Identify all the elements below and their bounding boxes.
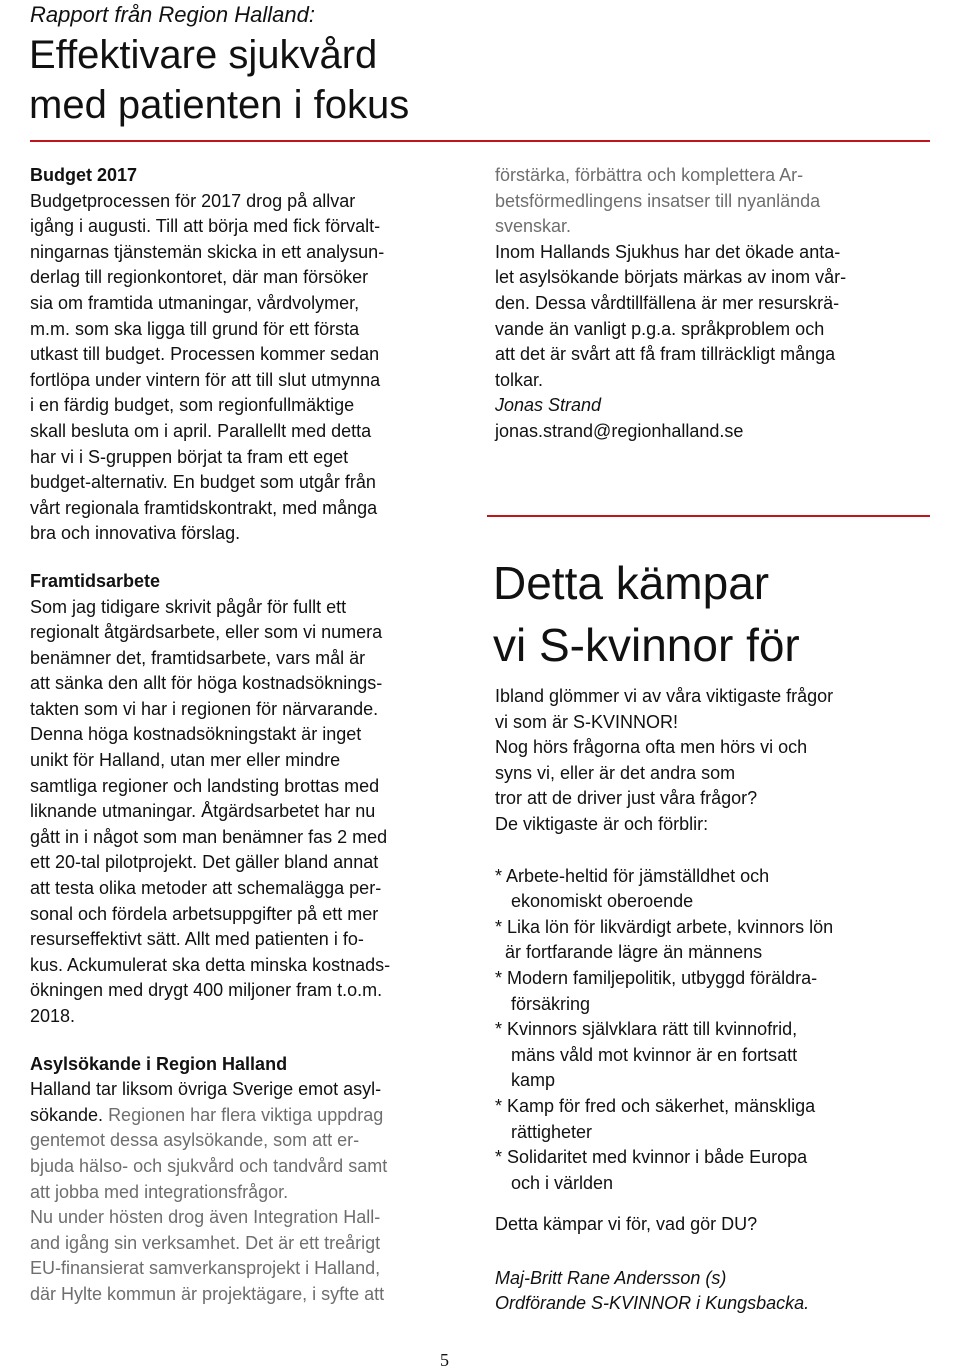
right-column-upper bbox=[495, 163, 915, 445]
text-line: bjuda hälso- och sjukvård och tandvård samt bbox=[30, 1155, 388, 1176]
bullet-text: * Kamp för fred och säkerhet, mänskliga bbox=[495, 1095, 816, 1116]
text-line: tror att de driver just våra frågor? bbox=[495, 788, 758, 809]
text-line: fortlöpa under vintern för att till slut utmynna bbox=[30, 369, 381, 390]
text-line: budget-alternativ. En budget som utgår från bbox=[30, 472, 376, 493]
text-line bbox=[30, 1103, 470, 1129]
bullet-text: * Modern familjepolitik, utbyggd föräldra- bbox=[495, 967, 818, 988]
list-item bbox=[495, 1094, 915, 1145]
text-line: ett 20-tal pilotprojekt. Det gäller bland annat bbox=[30, 852, 379, 873]
section-divider bbox=[487, 515, 930, 517]
bullet-continuation: är fortfarande lägre än männens bbox=[505, 942, 763, 963]
text-line: Halland tar liksom övriga Sverige emot asyl- bbox=[30, 1079, 382, 1100]
bullet-text: * Kvinnors självklara rätt till kvinnofrid, bbox=[495, 1019, 798, 1040]
bullet-continuation: rättigheter bbox=[511, 1121, 593, 1142]
budget-heading: Budget 2017 bbox=[30, 165, 138, 185]
page-headline bbox=[29, 30, 589, 130]
text-run: sökande. bbox=[30, 1104, 109, 1125]
budget-section bbox=[30, 163, 470, 547]
text-line: gentemot dessa asylsökande, som att er- bbox=[30, 1130, 360, 1151]
list-item bbox=[495, 915, 915, 966]
author-name: Jonas Strand bbox=[495, 395, 602, 416]
heading-line: vi S-kvinnor för bbox=[493, 619, 800, 671]
bullet-text: * Lika lön för likvärdigt arbete, kvinnors lön bbox=[495, 916, 834, 937]
priority-list bbox=[495, 864, 915, 1197]
bullet-continuation: och i världen bbox=[511, 1172, 614, 1193]
text-line: syns vi, eller är det andra som bbox=[495, 762, 736, 783]
text-line: utkast till budget. Processen kommer sedan bbox=[30, 344, 380, 365]
text-line: betsförmedlingens insatser till nyanlända bbox=[495, 190, 821, 211]
report-kicker: Rapport från Region Halland: bbox=[30, 2, 315, 27]
text-line: Som jag tidigare skrivit pågår för fullt ett bbox=[30, 596, 347, 617]
text-line: Budgetprocessen för 2017 drog på allvar bbox=[30, 190, 356, 211]
text-line: har vi i S-gruppen börjat ta fram ett eget bbox=[30, 446, 349, 467]
list-item bbox=[495, 1145, 915, 1196]
asyl-section bbox=[30, 1052, 470, 1308]
text-line: Nu under hösten drog även Integration Hall- bbox=[30, 1207, 381, 1228]
text-line: derlag till regionkontoret, där man försöker bbox=[30, 267, 369, 288]
text-line: vande än vanligt p.g.a. språkproblem och bbox=[495, 318, 825, 339]
text-run-gray: Regionen har flera viktiga uppdrag bbox=[108, 1104, 384, 1125]
text-line: ökningen med drygt 400 miljoner fram t.o.m. bbox=[30, 980, 383, 1001]
asyl-paragraph bbox=[30, 1077, 470, 1307]
text-line: skall besluta om i april. Parallellt med detta bbox=[30, 420, 372, 441]
list-item bbox=[495, 864, 915, 915]
closing-line: Detta kämpar vi för, vad gör DU? bbox=[495, 1214, 758, 1235]
text-line: Inom Hallands Sjukhus har det ökade anta- bbox=[495, 241, 841, 262]
text-line: i en färdig budget, som regionfullmäktige bbox=[30, 395, 355, 416]
bullet-continuation: försäkring bbox=[511, 993, 591, 1014]
text-line: benämner det, framtidsarbete, vars mål är bbox=[30, 647, 366, 668]
text-line: vi som är S-KVINNOR! bbox=[495, 711, 679, 732]
text-line: De viktigaste är och förblir: bbox=[495, 813, 709, 834]
text-line: liknande utmaningar. Åtgärdsarbetet har nu bbox=[30, 801, 376, 822]
text-line: sonal och fördela arbetsuppgifter på ett mer bbox=[30, 903, 379, 924]
bullet-text: * Arbete-heltid för jämställdhet och bbox=[495, 865, 770, 886]
text-line: EU-finansierat samverkansprojekt i Halland, bbox=[30, 1258, 381, 1279]
text-line: Ibland glömmer vi av våra viktigaste frågor bbox=[495, 686, 834, 706]
framtid-section bbox=[30, 569, 470, 1030]
text-line: sia om framtida utmaningar, vårdvolymer, bbox=[30, 292, 360, 313]
bullet-continuation: kamp bbox=[511, 1070, 556, 1091]
text-line: där Hylte kommun är projektägare, i syfte att bbox=[30, 1283, 385, 1304]
framtid-heading: Framtidsarbete bbox=[30, 570, 161, 591]
text-line: 2018. bbox=[30, 1006, 76, 1026]
skvinnor-intro bbox=[495, 684, 915, 838]
bullet-continuation: ekonomiskt oberoende bbox=[511, 891, 694, 912]
text-line: bra och innovativa förslag. bbox=[30, 523, 241, 544]
text-line: samtliga regioner och landsting brottas med bbox=[30, 775, 380, 796]
text-line: gått in i något som man benämner fas 2 med bbox=[30, 826, 388, 847]
text-line: kus. Ackumulerat ska detta minska kostnads- bbox=[30, 954, 391, 975]
text-line: takten som vi har i regionen för närvarande. bbox=[30, 698, 379, 719]
text-line: let asylsökande börjats märkas av inom vår- bbox=[495, 267, 847, 288]
text-line: resurseffektivt sätt. Allt med patienten i fo- bbox=[30, 929, 364, 950]
signature-name: Maj-Britt Rane Andersson (s) bbox=[495, 1267, 727, 1288]
title-divider bbox=[30, 140, 930, 142]
text-line: att sänka den allt för höga kostnadsöknings- bbox=[30, 673, 383, 694]
skvinnor-section bbox=[495, 684, 915, 1317]
text-line: m.m. som ska ligga till grund för ett första bbox=[30, 318, 360, 339]
skvinnor-heading bbox=[493, 552, 800, 676]
text-line: and igång sin verksamhet. Det är ett treårigt bbox=[30, 1232, 381, 1253]
budget-paragraph bbox=[30, 189, 470, 547]
text-line: Nog hörs frågorna ofta men hörs vi och bbox=[495, 737, 808, 758]
bullet-text: * Solidaritet med kvinnor i både Europa bbox=[495, 1147, 808, 1168]
text-line: tolkar. bbox=[495, 369, 544, 390]
headline-line: med patienten i fokus bbox=[29, 83, 410, 127]
asyl-continuation bbox=[495, 163, 915, 445]
spacer bbox=[495, 1238, 915, 1266]
text-line: att testa olika metoder att schemalägga per- bbox=[30, 878, 382, 899]
text-line: förstärka, förbättra och komplettera Ar- bbox=[495, 165, 804, 185]
author-email[interactable]: jonas.strand@regionhalland.se bbox=[495, 420, 744, 441]
heading-line: Detta kämpar bbox=[493, 557, 770, 609]
text-line: den. Dessa vårdtillfällena är mer resurskrä- bbox=[495, 292, 840, 313]
asyl-heading: Asylsökande i Region Halland bbox=[30, 1053, 288, 1074]
list-item bbox=[495, 966, 915, 1017]
left-column bbox=[30, 163, 470, 1308]
framtid-paragraph bbox=[30, 595, 470, 1030]
headline-line: Effektivare sjukvård bbox=[29, 33, 378, 77]
page-number: 5 bbox=[440, 1350, 449, 1370]
text-line: att det är svårt att få fram tillräckligt många bbox=[495, 344, 836, 365]
text-line: ningarnas tjänstemän skicka in ett analysun- bbox=[30, 241, 385, 262]
bullet-continuation: mäns våld mot kvinnor är en fortsatt bbox=[511, 1044, 798, 1065]
text-line: regionalt åtgärdsarbete, eller som vi numera bbox=[30, 622, 383, 643]
text-line: Denna höga kostnadsökningstakt är inget bbox=[30, 724, 362, 745]
list-item bbox=[495, 1017, 915, 1094]
text-line: att jobba med integrationsfrågor. bbox=[30, 1181, 289, 1202]
text-line: unikt för Halland, utan mer eller mindre bbox=[30, 750, 341, 771]
spacer bbox=[495, 1196, 915, 1212]
text-line: vårt regionala framtidskontrakt, med många bbox=[30, 497, 378, 518]
text-line: igång i augusti. Till att börja med fick förvalt- bbox=[30, 216, 381, 237]
text-line: svenskar. bbox=[495, 216, 572, 237]
signature-title: Ordförande S-KVINNOR i Kungsbacka. bbox=[495, 1293, 810, 1314]
